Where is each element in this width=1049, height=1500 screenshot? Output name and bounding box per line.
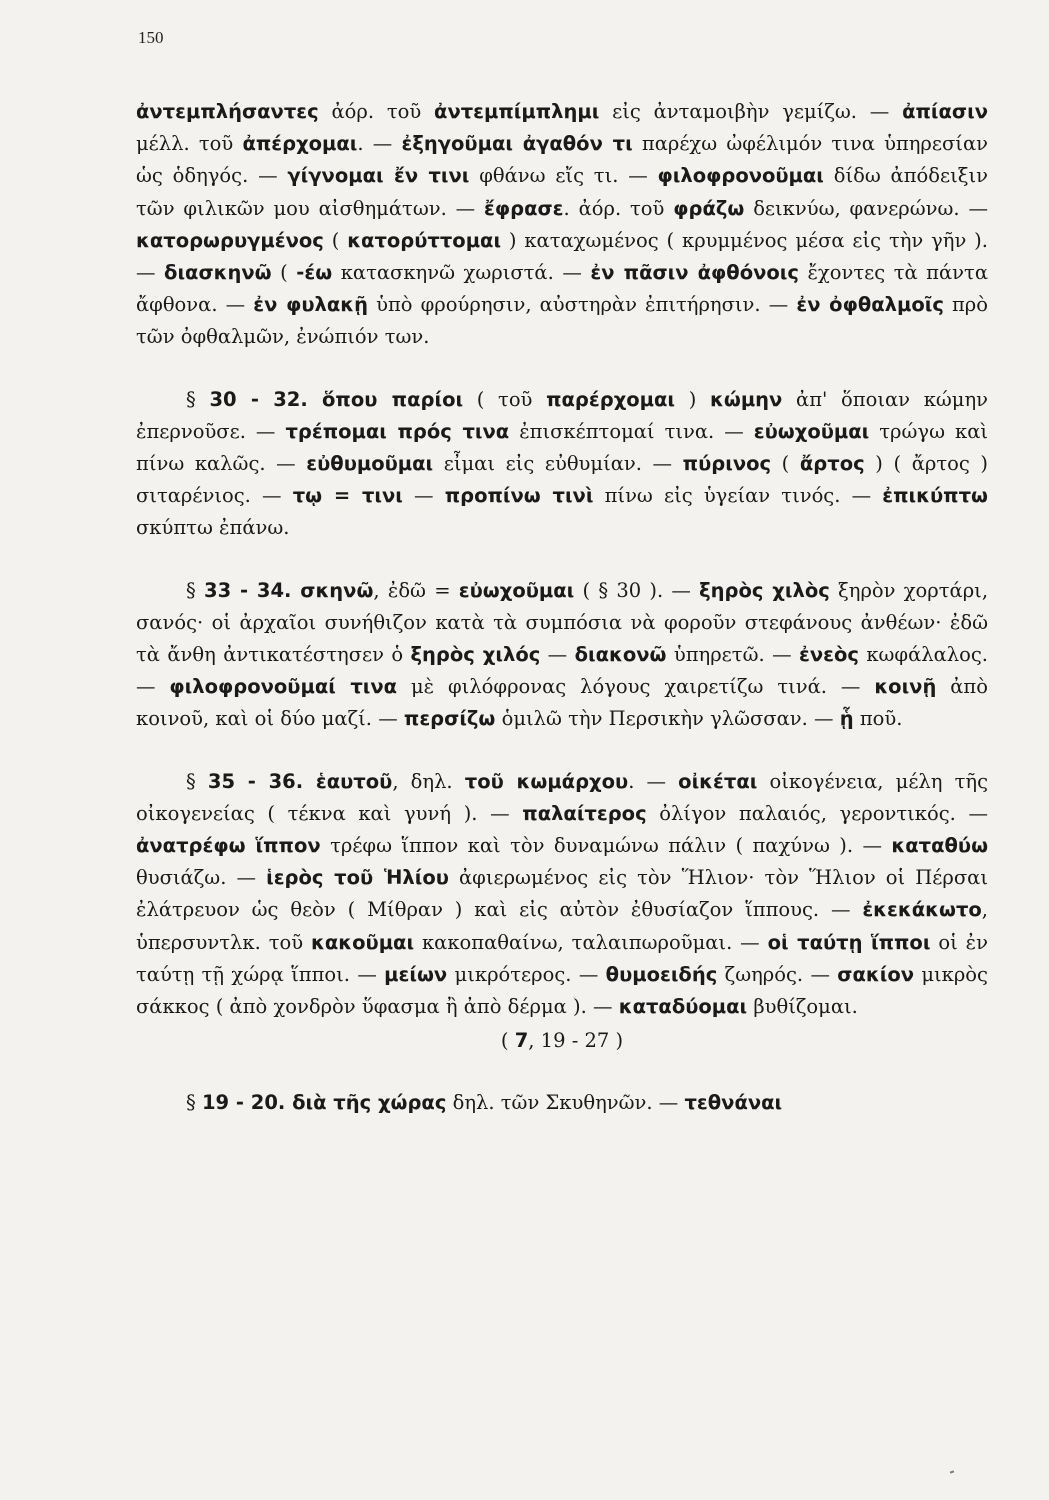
gloss-text: ( τοῦ xyxy=(463,387,547,411)
gloss-text: ξηρὸν χορτάρι, σανός· οἱ ἀρχαῖοι συνήθιζον κατὰ τὰ συμπόσια νὰ φοροῦν στεφάνους ἀνθέων· ἐδῶ τὰ ἄνθη ἀντικατέστησεν ὁ xyxy=(136,578,989,667)
gloss-text: πίνω εἰς ὑγείαν τινός. — xyxy=(593,484,883,508)
gloss-text: ( xyxy=(500,1029,515,1053)
scan-speck xyxy=(950,1470,954,1473)
gloss-text: μέλλ. τοῦ xyxy=(136,132,243,156)
gloss-text: § xyxy=(186,578,204,602)
headword: ἐν πᾶσιν ἀφθόνοις xyxy=(590,261,799,285)
headword: μείων xyxy=(384,962,448,986)
gloss-text: ὁμιλῶ τὴν Περσικὴν γλῶσσαν. — xyxy=(495,707,840,731)
paragraph-glossary xyxy=(136,96,988,354)
gloss-text: ποῦ. xyxy=(853,707,903,731)
page-number: 150 xyxy=(138,28,164,47)
gloss-text: τρέφω ἵππον καὶ τὸν δυναμώνω πάλιν ( παχύνω ). — xyxy=(320,834,892,858)
chapter-heading xyxy=(136,1025,988,1057)
gloss-text: ἐπισκέπτομαί τινα. — xyxy=(509,419,754,443)
gloss-text: § xyxy=(186,769,208,793)
headword: φιλοφρονοῦμαι xyxy=(657,164,824,188)
gloss-text: παρέχω ὠφέλιμόν τινα ὑπηρεσίαν ὡς ὁδηγός. — xyxy=(136,132,988,188)
headword: ἐξηγοῦμαι ἀγαθόν τι xyxy=(401,132,633,156)
gloss-text: ἀπ' ὅποιαν κώμην ἐπερνοῦσε. — xyxy=(136,387,988,443)
gloss-text: ὀλίγον παλαιός, γεροντικός. — xyxy=(646,801,988,825)
headword: κώμην xyxy=(710,387,783,411)
gloss-text: οἱ ἐν ταύτῃ τῇ χώρᾳ ἵπποι. — xyxy=(136,930,988,986)
headword: θυμοειδής xyxy=(605,962,718,986)
headword: ἔφρασε xyxy=(484,196,564,220)
headword: τοῦ κωμάρχου xyxy=(464,769,629,793)
headword: τῳ = τινι xyxy=(292,484,403,508)
headword: τεθνάναι xyxy=(684,1091,783,1115)
headword: σακίον xyxy=(837,962,914,986)
gloss-text: ( xyxy=(771,452,800,476)
headword: εὐθυμοῦμαι xyxy=(306,452,434,476)
headword: ἐν φυλακῇ xyxy=(253,293,369,317)
headword: προπίνω τινὶ xyxy=(444,484,594,508)
headword: ἄρτος xyxy=(799,452,865,476)
gloss-text: ἀφιερωμένος εἰς τὸν Ἥλιον· τὸν Ἥλιον οἱ Πέρσαι ἐλάτρευον ὡς θεὸν ( Μίθραν ) καὶ εἰς αὐτὸν ἐθυσίαζον ἵππους. — xyxy=(136,866,988,922)
headword: ἱερὸς τοῦ Ἡλίου xyxy=(266,866,449,890)
paragraph-section-33-34 xyxy=(136,575,988,736)
gloss-text: οἰκογένεια, μέλη τῆς οἰκογενείας ( τέκνα καὶ γυνή ). — xyxy=(136,769,989,825)
headword: ἐνεὸς xyxy=(798,643,859,667)
gloss-text: ) καταχωμένος ( κρυμμένος μέσα εἰς τὴν γῆν ). — xyxy=(136,228,988,285)
gloss-text: — xyxy=(540,643,575,667)
gloss-text: ὑπηρετῶ. — xyxy=(666,643,799,667)
headword: διακονῶ xyxy=(574,643,667,667)
headword: 30 - 32. ὅπου παρίοι xyxy=(209,387,464,411)
gloss-text: , ἐδῶ = xyxy=(373,578,459,602)
gloss-text: ) xyxy=(675,387,711,411)
gloss-text: θυσιάζω. — xyxy=(136,866,267,890)
headword: περσίζω xyxy=(403,707,496,731)
gloss-text: μικρὸς σάκκος ( ἀπὸ χονδρὸν ὕφασμα ἢ ἀπὸ δέρμα ). — xyxy=(136,962,988,1019)
headword: τρέπομαι πρός τινα xyxy=(285,419,510,443)
gloss-text: . — xyxy=(628,769,679,793)
gloss-text: ἔχοντες τὰ πάντα ἄφθονα. — xyxy=(136,261,988,317)
gloss-text: δηλ. τῶν Σκυθηνῶν. — xyxy=(446,1091,685,1115)
headword: ἐκεκάκωτο xyxy=(862,898,982,922)
headword: ξηρὸς χιλός xyxy=(410,643,541,667)
headword: κοινῇ xyxy=(874,675,937,699)
paragraph-section-35-36 xyxy=(136,766,988,1024)
gloss-text: ( xyxy=(271,261,297,285)
gloss-text: μικρότερος. — xyxy=(447,962,606,986)
gloss-text: δεικνύω, φανερώνω. — xyxy=(744,196,988,220)
gloss-text: § xyxy=(186,387,210,411)
headword: παλαίτερος xyxy=(522,801,647,825)
commentary-text xyxy=(136,96,988,1120)
gloss-text: . — xyxy=(357,132,402,156)
gloss-text: εἶμαι εἰς εὐθυμίαν. — xyxy=(433,452,683,476)
gloss-text: τρώγω καὶ πίνω καλῶς. — xyxy=(136,419,989,476)
headword: ἀπίασιν xyxy=(902,100,988,123)
headword: κακοῦμαι xyxy=(311,930,415,954)
headword: ᾗ xyxy=(839,707,854,731)
headword: ἀνατρέφω ἵππον xyxy=(136,834,321,858)
gloss-text: κωφάλαλος. — xyxy=(136,643,988,699)
gloss-text: ἀόρ. τοῦ xyxy=(318,100,435,123)
headword: γίγνομαι ἔν τινι xyxy=(287,164,470,188)
headword: καταθύω xyxy=(891,834,989,858)
headword: ἀπέρχομαι xyxy=(242,132,358,156)
headword: εὐωχοῦμαι xyxy=(458,578,575,602)
headword: ἀντεμπλήσαντες xyxy=(136,100,319,123)
headword: διασκηνῶ xyxy=(164,261,272,285)
headword: οἱ ταύτῃ ἵπποι xyxy=(767,930,931,954)
headword: οἰκέται xyxy=(678,769,758,793)
gloss-text: κατασκηνῶ χωριστά. — xyxy=(332,261,591,285)
gloss-text: σκύπτω ἐπάνω. xyxy=(136,516,290,540)
headword: ἀντεμπίμπλημι xyxy=(434,100,600,123)
gloss-text: . ἀόρ. τοῦ xyxy=(563,196,674,220)
headword: εὐωχοῦμαι xyxy=(753,419,870,443)
gloss-text: ζωηρός. — xyxy=(717,962,838,986)
gloss-text: ( xyxy=(323,228,348,252)
headword: φράζω xyxy=(673,196,745,220)
headword: ἐπικύπτω xyxy=(882,484,988,508)
gloss-text: , ὑπερσυντλκ. τοῦ xyxy=(136,898,988,954)
gloss-text: ( § 30 ). — xyxy=(574,578,700,602)
gloss-text: ἀπὸ κοινοῦ, καὶ οἱ δύο μαζί. — xyxy=(136,675,988,731)
gloss-text: βυθίζομαι. xyxy=(747,995,858,1019)
gloss-text: κακοπαθαίνω, ταλαιπωροῦμαι. — xyxy=(414,930,768,954)
headword: -έω xyxy=(296,261,333,285)
gloss-text: δίδω ἀπόδειξιν τῶν φιλικῶν μου αἰσθημάτων. — xyxy=(136,164,988,220)
headword: 33 - 34. σκηνῶ xyxy=(204,578,374,602)
gloss-text: , 19 - 27 ) xyxy=(528,1029,624,1053)
headword: 7 xyxy=(514,1029,529,1053)
headword: ἐν ὀφθαλμοῖς xyxy=(796,293,944,317)
gloss-text: , δηλ. xyxy=(392,769,465,793)
gloss-text: § xyxy=(186,1091,202,1115)
gloss-text: μὲ φιλόφρονας λόγους χαιρετίζω τινά. — xyxy=(397,675,875,699)
headword: 19 - 20. διὰ τῆς χώρας xyxy=(201,1091,447,1115)
headword: κατορωρυγμένος xyxy=(136,228,324,252)
headword: πύρινος xyxy=(682,452,772,476)
gloss-text: φθάνω εἴς τι. — xyxy=(469,164,658,188)
gloss-text: πρὸ τῶν ὀφθαλμῶν, ἐνώπιόν των. xyxy=(136,293,989,349)
headword: φιλοφρονοῦμαί τινα xyxy=(169,675,398,699)
paragraph-section-19-20 xyxy=(136,1087,988,1119)
gloss-text: — xyxy=(402,484,445,508)
headword: κατορύττομαι xyxy=(347,228,502,252)
paragraph-section-30-32 xyxy=(136,384,988,545)
headword: καταδύομαι xyxy=(618,995,748,1019)
headword: παρέρχομαι xyxy=(546,387,676,411)
gloss-text: ὑπὸ φρούρησιν, αὐστηρὰν ἐπιτήρησιν. — xyxy=(368,293,797,317)
headword: 35 - 36. ἑαυτοῦ xyxy=(207,769,393,793)
gloss-text: ) ( ἄρτος ) σιταρένιος. — xyxy=(136,452,988,508)
gloss-text: εἰς ἀνταμοιβὴν γεμίζω. — xyxy=(599,100,903,123)
headword: ξηρὸς χιλὸς xyxy=(699,578,830,602)
